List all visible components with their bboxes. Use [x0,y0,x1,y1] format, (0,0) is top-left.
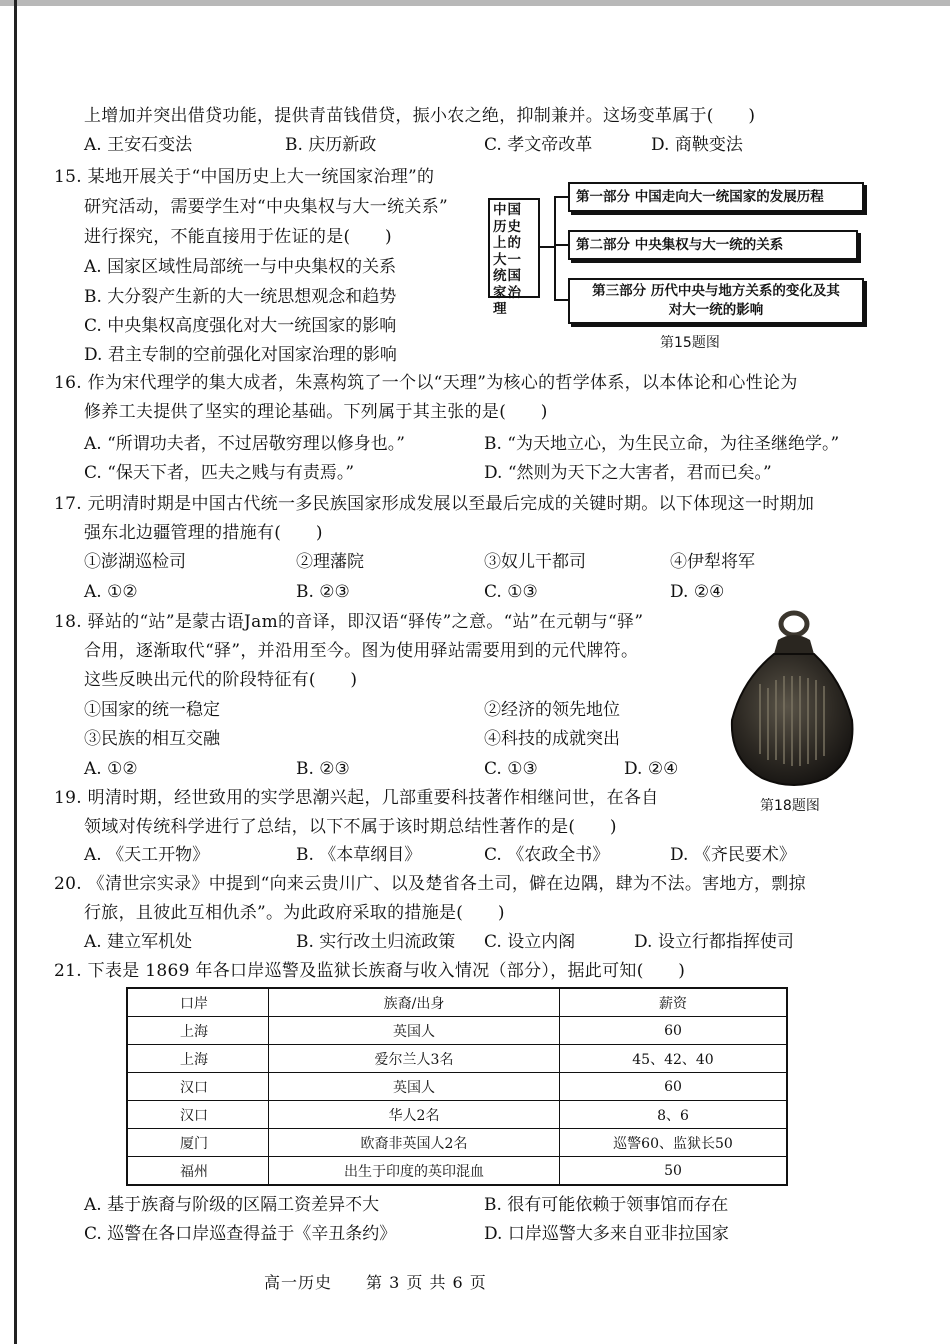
q17-option-c: C. ①③ [484,582,538,602]
table-cell: 厦门 [127,1129,269,1157]
q15-diagram [488,178,878,328]
table-header-port: 口岸 [127,988,269,1017]
q18-stem-line3: 这些反映出元代的阶段特征有( ) [84,670,358,690]
q16-option-a: A. “所谓功夫者，不过居敬穷理以修身也。” [84,434,405,454]
q16-option-d: D. “然则为天下之大害者，君而已矣。” [484,463,772,483]
q14-option-a: A. 王安石变法 [84,135,193,155]
q15-option-b: B. 大分裂产生新的大一统思想观念和趋势 [84,287,397,307]
scan-left-edge [14,0,17,1344]
table-row [127,1101,787,1129]
table-cell: 上海 [127,1045,269,1073]
q20-stem-line2: 行旅，且彼此互相仇杀”。为此政府采取的措施是( ) [84,903,505,923]
q18-item-2: ②经济的领先地位 [484,700,620,720]
table-row [127,1073,787,1101]
q21-table [126,987,788,1186]
diagram-part-2: 第二部分 中央集权与大一统的关系 [568,230,858,260]
diagram-part-3-line2: 对大一统的影响 [668,302,764,318]
q17-stem-line1: 17. 元明清时期是中国古代统一多民族国家形成发展以至最后完成的关键时期。以下体现这一时期加 [54,494,815,514]
q16-stem-line2: 修养工夫提供了坚实的理论基础。下列属于其主张的是( ) [84,402,548,422]
q18-option-b: B. ②③ [296,759,350,779]
q21-option-c: C. 巡警在各口岸巡查得益于《辛丑条约》 [84,1224,397,1244]
diagram-connector [540,246,554,248]
q21-stem: 21. 下表是 1869 年各口岸巡警及监狱长族裔与收入情况（部分），据此可知( ) [54,961,686,981]
q18-stem-line1: 18. 驿站的“站”是蒙古语Jam的音译，即汉语“驿传”之意。“站”在元朝与“驿” [54,612,644,632]
q19-option-d: D. 《齐民要术》 [670,845,796,865]
diagram-bracket [554,196,556,300]
q18-option-a: A. ①② [84,759,138,779]
table-cell: 45、42、40 [560,1045,788,1073]
q19-stem-line1: 19. 明清时期，经世致用的实学思潮兴起，几部重要科技著作相继问世，在各自 [54,788,659,808]
q18-figure-caption: 第18题图 [760,798,820,814]
table-header-row [127,988,787,1017]
q20-option-b: B. 实行改土归流政策 [296,932,456,952]
q17-item-1: ①澎湖巡检司 [84,552,186,572]
q21-option-b: B. 很有可能依赖于领事馆而存在 [484,1195,729,1215]
q17-option-b: B. ②③ [296,582,350,602]
q19-option-c: C. 《农政全书》 [484,845,610,865]
q18-item-4: ④科技的成就突出 [484,729,620,749]
diagram-part-3 [568,278,864,324]
q21-option-a: A. 基于族裔与阶级的区隔工资差异不大 [84,1195,380,1215]
table-cell: 英国人 [269,1073,560,1101]
q15-option-c: C. 中央集权高度强化对大一统国家的影响 [84,316,397,336]
table-header-origin: 族裔/出身 [269,988,560,1017]
table-cell: 60 [560,1017,788,1045]
q17-item-4: ④伊犁将军 [670,552,755,572]
q16-option-c: C. “保天下者，匹夫之贱与有责焉。” [84,463,355,483]
table-row [127,1045,787,1073]
table-cell: 欧裔非英国人2名 [269,1129,560,1157]
table-cell: 60 [560,1073,788,1101]
diagram-branch-2 [554,244,568,246]
table-cell: 汉口 [127,1073,269,1101]
q19-option-a: A. 《天工开物》 [84,845,210,865]
q17-item-2: ②理藩院 [296,552,364,572]
q20-option-a: A. 建立军机处 [84,932,193,952]
q18-stem-line2: 合用，逐渐取代“驿”，并沿用至今。图为使用驿站需要用到的元代牌符。 [84,641,639,661]
q18-option-c: C. ①③ [484,759,538,779]
table-cell: 华人2名 [269,1101,560,1129]
table-row [127,1157,787,1186]
q18-option-d: D. ②④ [624,759,679,779]
q14-option-b: B. 庆历新政 [285,135,377,155]
table-cell: 上海 [127,1017,269,1045]
q14-option-d: D. 商鞅变法 [651,135,743,155]
q15-option-d: D. 君主专制的空前强化对国家治理的影响 [84,345,397,365]
q17-stem-line2: 强东北边疆管理的措施有( ) [84,523,323,543]
q19-stem-line2: 领域对传统科学进行了总结，以下不属于该时期总结性著作的是( ) [84,817,617,837]
table-cell: 出生于印度的英印混血 [269,1157,560,1186]
q15-stem-line2: 研究活动，需要学生对“中央集权与大一统关系” [84,197,448,217]
diagram-branch-3 [554,299,568,301]
diagram-root-label: 中国历史上的大一统国家治理 [488,198,540,298]
table-cell: 爱尔兰人3名 [269,1045,560,1073]
table-row [127,1129,787,1157]
table-cell: 汉口 [127,1101,269,1129]
q16-stem-line1: 16. 作为宋代理学的集大成者，朱熹构筑了一个以“天理”为核心的哲学体系，以本体论和心性论为 [54,373,798,393]
q20-option-c: C. 设立内阁 [484,932,576,952]
q16-option-b: B. “为天地立心，为生民立命，为往圣继绝学。” [484,434,840,454]
q15-option-a: A. 国家区域性局部统一与中央集权的关系 [84,257,397,277]
q20-stem-line1: 20. 《清世宗实录》中提到“向来云贵川广、以及楚省各土司，僻在边隅，肆为不法。害地方，剽掠 [54,874,806,894]
q21-option-d: D. 口岸巡警大多来自亚非拉国家 [484,1224,729,1244]
page-footer: 高一历史 第 3 页 共 6 页 [264,1273,487,1292]
q19-option-b: B. 《本草纲目》 [296,845,422,865]
table-cell: 福州 [127,1157,269,1186]
table-cell: 8、6 [560,1101,788,1129]
q17-option-d: D. ②④ [670,582,725,602]
q18-item-1: ①国家的统一稳定 [84,700,220,720]
yuan-paizi-image [722,610,860,790]
q14-stem-tail: 上增加并突出借贷功能，提供青苗钱借贷，振小农之绝，抑制兼并。这场变革属于( ) [84,106,756,126]
diagram-part-1: 第一部分 中国走向大一统国家的发展历程 [568,182,864,212]
table-row [127,1017,787,1045]
q17-option-a: A. ①② [84,582,138,602]
q15-figure-caption: 第15题图 [660,335,720,351]
q20-option-d: D. 设立行都指挥使司 [634,932,794,952]
q14-option-c: C. 孝文帝改革 [484,135,593,155]
scan-top-shadow [0,0,950,6]
q15-stem-line1: 15. 某地开展关于“中国历史上大一统国家治理”的 [54,167,435,187]
table-header-salary: 薪资 [560,988,788,1017]
q18-item-3: ③民族的相互交融 [84,729,220,749]
q17-item-3: ③奴儿干都司 [484,552,586,572]
table-cell: 50 [560,1157,788,1186]
diagram-branch-1 [554,196,568,198]
q15-stem-line3: 进行探究，不能直接用于佐证的是( ) [84,227,392,247]
table-cell: 巡警60、监狱长50 [560,1129,788,1157]
table-cell: 英国人 [269,1017,560,1045]
diagram-part-3-line1: 第三部分 历代中央与地方关系的变化及其 [592,283,840,299]
